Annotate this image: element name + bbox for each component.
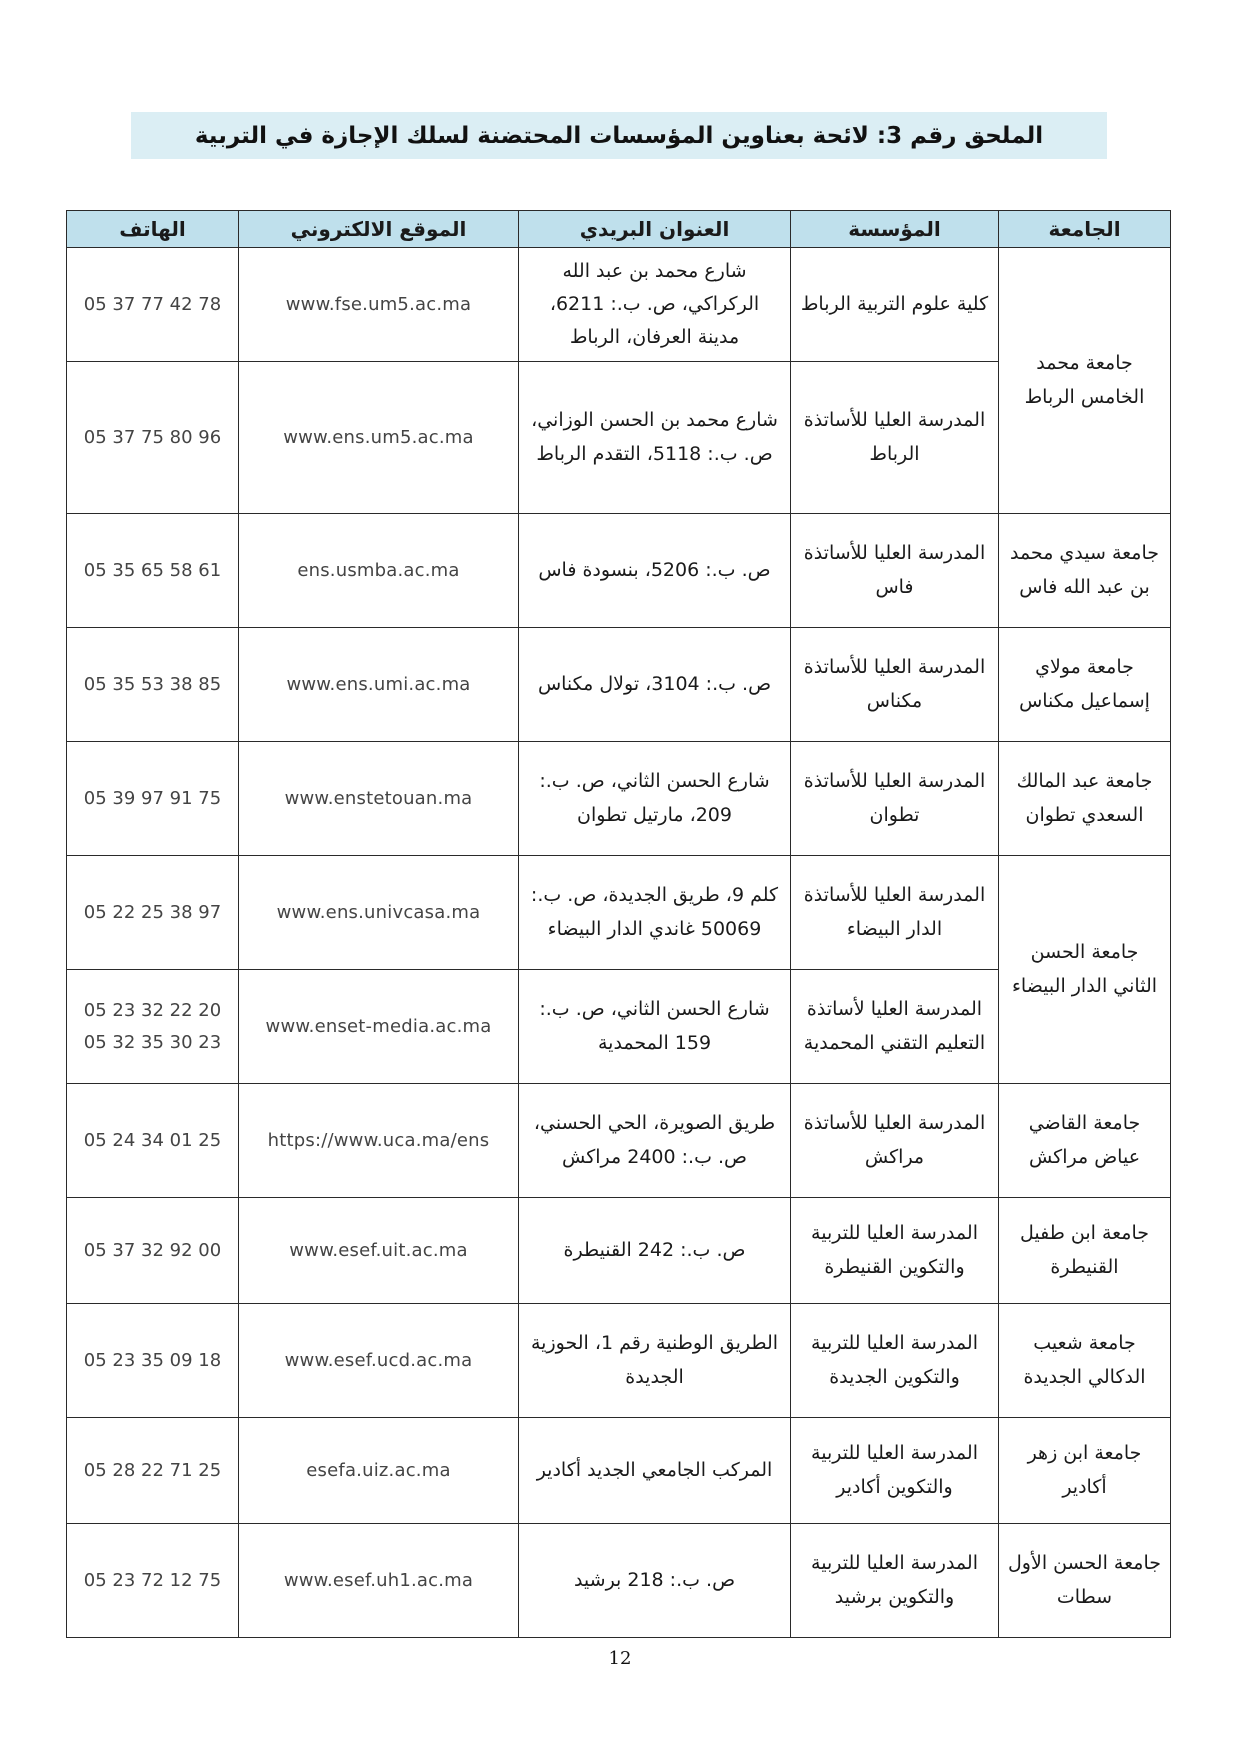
website-cell: www.esef.uit.ac.ma — [239, 1198, 519, 1304]
header-institution: المؤسسة — [791, 211, 999, 248]
table-row — [67, 248, 1171, 362]
website-cell: https://www.uca.ma/ens — [239, 1084, 519, 1198]
table-row — [67, 742, 1171, 856]
phone-cell: 05 37 77 42 78 — [67, 248, 239, 362]
institution-cell: المدرسة العليا للأساتذة الدار البيضاء — [791, 856, 999, 970]
table-row — [67, 1084, 1171, 1198]
university-cell: جامعة ابن طفيل القنيطرة — [999, 1198, 1171, 1304]
institution-cell: المدرسة العليا للأساتذة تطوان — [791, 742, 999, 856]
institution-cell: المدرسة العليا للأساتذة الرباط — [791, 362, 999, 514]
address-cell: شارع محمد بن عبد الله الركراكي، ص. ب.: 6211، مدينة العرفان، الرباط — [519, 248, 791, 362]
address-cell: شارع الحسن الثاني، ص. ب.: 209، مارتيل تطوان — [519, 742, 791, 856]
address-cell: ص. ب.: 218 برشيد — [519, 1524, 791, 1638]
university-cell: جامعة محمد الخامس الرباط — [999, 248, 1171, 514]
university-cell: جامعة شعيب الدكالي الجديدة — [999, 1304, 1171, 1418]
university-cell: جامعة الحسن الثاني الدار البيضاء — [999, 856, 1171, 1084]
address-cell: ص. ب.: 242 القنيطرة — [519, 1198, 791, 1304]
table-header-row — [67, 211, 1171, 248]
institution-cell: المدرسة العليا لأساتذة التعليم التقني المحمدية — [791, 970, 999, 1084]
table-row — [67, 1418, 1171, 1524]
phone-cell: 05 23 35 09 18 — [67, 1304, 239, 1418]
institution-cell: المدرسة العليا للأساتذة مراكش — [791, 1084, 999, 1198]
university-cell: جامعة مولاي إسماعيل مكناس — [999, 628, 1171, 742]
institutions-table — [66, 210, 1171, 1638]
website-cell: www.ens.um5.ac.ma — [239, 362, 519, 514]
phone-cell — [67, 970, 239, 1084]
university-cell: جامعة سيدي محمد بن عبد الله فاس — [999, 514, 1171, 628]
table-row — [67, 856, 1171, 970]
university-cell: جامعة الحسن الأول سطات — [999, 1524, 1171, 1638]
phone-line-1: 05 23 32 22 20 — [83, 1000, 222, 1021]
address-cell: كلم 9، طريق الجديدة، ص. ب.: 50069 غاندي الدار البيضاء — [519, 856, 791, 970]
phone-cell: 05 22 25 38 97 — [67, 856, 239, 970]
institution-cell: المدرسة العليا للتربية والتكوين أكادير — [791, 1418, 999, 1524]
website-cell: www.ens.univcasa.ma — [239, 856, 519, 970]
institution-cell: المدرسة العليا للتربية والتكوين برشيد — [791, 1524, 999, 1638]
institution-cell: المدرسة العليا للأساتذة فاس — [791, 514, 999, 628]
address-cell: شارع محمد بن الحسن الوزاني، ص. ب.: 5118، التقدم الرباط — [519, 362, 791, 514]
phone-cell: 05 28 22 71 25 — [67, 1418, 239, 1524]
address-cell: المركب الجامعي الجديد أكادير — [519, 1418, 791, 1524]
phone-cell: 05 35 53 38 85 — [67, 628, 239, 742]
table-row — [67, 1524, 1171, 1638]
table-row — [67, 1198, 1171, 1304]
institution-cell: المدرسة العليا للأساتذة مكناس — [791, 628, 999, 742]
website-cell: www.enset-media.ac.ma — [239, 970, 519, 1084]
website-cell: www.fse.um5.ac.ma — [239, 248, 519, 362]
phone-line-2: 05 32 35 30 23 — [83, 1031, 222, 1053]
website-cell: www.ens.umi.ac.ma — [239, 628, 519, 742]
phone-cell: 05 24 34 01 25 — [67, 1084, 239, 1198]
page-number: 12 — [608, 1648, 632, 1669]
table-row — [67, 1304, 1171, 1418]
header-address: العنوان البريدي — [519, 211, 791, 248]
annex-title: الملحق رقم 3: لائحة بعناوين المؤسسات المحتضنة لسلك الإجازة في التربية — [194, 122, 1044, 149]
phone-cell: 05 37 32 92 00 — [67, 1198, 239, 1304]
institution-cell: المدرسة العليا للتربية والتكوين الجديدة — [791, 1304, 999, 1418]
header-university: الجامعة — [999, 211, 1171, 248]
website-cell: esefa.uiz.ac.ma — [239, 1418, 519, 1524]
university-cell: جامعة عبد المالك السعدي تطوان — [999, 742, 1171, 856]
website-cell: www.esef.uh1.ac.ma — [239, 1524, 519, 1638]
institution-cell: المدرسة العليا للتربية والتكوين القنيطرة — [791, 1198, 999, 1304]
website-cell: www.esef.ucd.ac.ma — [239, 1304, 519, 1418]
phone-cell: 05 23 72 12 75 — [67, 1524, 239, 1638]
address-cell: ص. ب.: 5206، بنسودة فاس — [519, 514, 791, 628]
table-row — [67, 628, 1171, 742]
header-phone: الهاتف — [67, 211, 239, 248]
phone-cell: 05 37 75 80 96 — [67, 362, 239, 514]
table-row — [67, 514, 1171, 628]
annex-title-box — [131, 112, 1107, 159]
header-website: الموقع الالكتروني — [239, 211, 519, 248]
address-cell: طريق الصويرة، الحي الحسني، ص. ب.: 2400 مراكش — [519, 1084, 791, 1198]
phone-cell: 05 35 65 58 61 — [67, 514, 239, 628]
address-cell: شارع الحسن الثاني، ص. ب.: 159 المحمدية — [519, 970, 791, 1084]
institution-cell: كلية علوم التربية الرباط — [791, 248, 999, 362]
address-cell: الطريق الوطنية رقم 1، الحوزية الجديدة — [519, 1304, 791, 1418]
university-cell: جامعة القاضي عياض مراكش — [999, 1084, 1171, 1198]
address-cell: ص. ب.: 3104، تولال مكناس — [519, 628, 791, 742]
phone-cell: 05 39 97 91 75 — [67, 742, 239, 856]
website-cell: ens.usmba.ac.ma — [239, 514, 519, 628]
university-cell: جامعة ابن زهر أكادير — [999, 1418, 1171, 1524]
website-cell: www.enstetouan.ma — [239, 742, 519, 856]
